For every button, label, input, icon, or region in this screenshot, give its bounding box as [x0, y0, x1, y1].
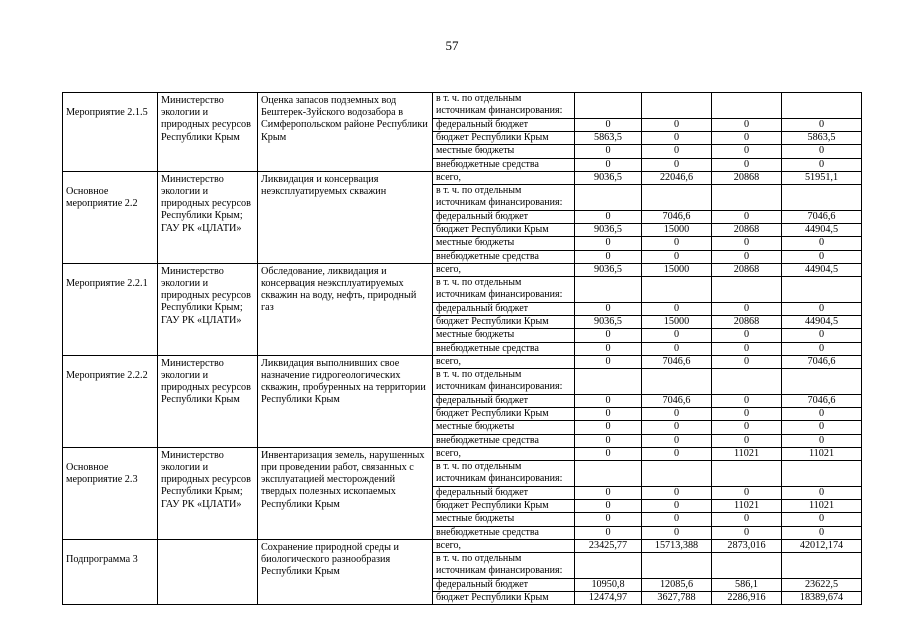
- funding-source-cell: в т. ч. по отдельным источникам финансирования:: [433, 553, 575, 579]
- value-total-cell: [782, 553, 862, 579]
- value-2017-cell: 0: [712, 395, 782, 408]
- value-total-cell: 0: [782, 342, 862, 355]
- value-2015-cell: [575, 93, 642, 119]
- item-cell: Мероприятие 2.2.2: [63, 355, 158, 447]
- table-row: [63, 263, 862, 276]
- funding-source-cell: внебюджетные средства: [433, 158, 575, 171]
- value-total-cell: 7046,6: [782, 355, 862, 368]
- value-2015-cell: [575, 461, 642, 487]
- value-2016-cell: 0: [642, 434, 712, 447]
- value-total-cell: 44904,5: [782, 316, 862, 329]
- funding-source-cell: в т. ч. по отдельным источникам финансирования:: [433, 185, 575, 211]
- value-2017-cell: 0: [712, 329, 782, 342]
- value-2017-cell: 586,1: [712, 579, 782, 592]
- value-total-cell: 5863,5: [782, 132, 862, 145]
- value-2016-cell: 7046,6: [642, 355, 712, 368]
- executor-cell: Министерство экологии и природных ресурсов Республики Крым: [158, 93, 258, 172]
- value-2016-cell: 0: [642, 513, 712, 526]
- funding-source-cell: всего,: [433, 263, 575, 276]
- value-2016-cell: [642, 277, 712, 303]
- value-2017-cell: 0: [712, 145, 782, 158]
- value-total-cell: 0: [782, 237, 862, 250]
- value-2017-cell: 20868: [712, 316, 782, 329]
- funding-source-cell: всего,: [433, 355, 575, 368]
- value-2015-cell: 0: [575, 513, 642, 526]
- value-2016-cell: 12085,6: [642, 579, 712, 592]
- funding-source-cell: бюджет Республики Крым: [433, 316, 575, 329]
- value-2015-cell: 0: [575, 355, 642, 368]
- value-2017-cell: 11021: [712, 500, 782, 513]
- value-total-cell: 0: [782, 487, 862, 500]
- value-2017-cell: 20868: [712, 224, 782, 237]
- value-2015-cell: 5863,5: [575, 132, 642, 145]
- table-row: [63, 93, 862, 119]
- funding-source-cell: бюджет Республики Крым: [433, 224, 575, 237]
- value-2015-cell: 0: [575, 211, 642, 224]
- value-2016-cell: 0: [642, 408, 712, 421]
- value-2015-cell: 0: [575, 342, 642, 355]
- value-2017-cell: 2873,016: [712, 539, 782, 552]
- value-2016-cell: 0: [642, 329, 712, 342]
- value-2015-cell: 9036,5: [575, 171, 642, 184]
- value-2015-cell: 0: [575, 329, 642, 342]
- value-2017-cell: 0: [712, 158, 782, 171]
- value-2017-cell: 0: [712, 119, 782, 132]
- value-2016-cell: 0: [642, 132, 712, 145]
- funding-source-cell: всего,: [433, 539, 575, 552]
- value-2015-cell: 0: [575, 303, 642, 316]
- executor-cell: Министерство экологии и природных ресурсов Республики Крым; ГАУ РК «ЦЛАТИ»: [158, 447, 258, 539]
- item-cell: Мероприятие 2.1.5: [63, 93, 158, 172]
- funding-source-cell: в т. ч. по отдельным источникам финансирования:: [433, 93, 575, 119]
- funding-source-cell: всего,: [433, 447, 575, 460]
- executor-cell: Министерство экологии и природных ресурсов Республики Крым; ГАУ РК «ЦЛАТИ»: [158, 171, 258, 263]
- value-2015-cell: 0: [575, 237, 642, 250]
- value-2015-cell: 0: [575, 487, 642, 500]
- funding-source-cell: федеральный бюджет: [433, 303, 575, 316]
- value-total-cell: 51951,1: [782, 171, 862, 184]
- value-2015-cell: 23425,77: [575, 539, 642, 552]
- value-2016-cell: 15000: [642, 224, 712, 237]
- value-2015-cell: [575, 369, 642, 395]
- value-2016-cell: 3627,788: [642, 592, 712, 605]
- budget-table: [62, 92, 862, 605]
- value-2015-cell: 9036,5: [575, 263, 642, 276]
- value-total-cell: 0: [782, 408, 862, 421]
- value-2017-cell: 0: [712, 487, 782, 500]
- value-2015-cell: 0: [575, 434, 642, 447]
- executor-cell: Министерство экологии и природных ресурсов Республики Крым: [158, 355, 258, 447]
- value-total-cell: 0: [782, 119, 862, 132]
- value-total-cell: 44904,5: [782, 224, 862, 237]
- value-2015-cell: 0: [575, 526, 642, 539]
- value-2015-cell: 0: [575, 500, 642, 513]
- activity-name-cell: Инвентаризация земель, нарушенных при проведении работ, связанных с эксплуатацией месторождений твердых полезных ископаемых Республики Крым: [258, 447, 433, 539]
- value-2016-cell: [642, 461, 712, 487]
- funding-source-cell: местные бюджеты: [433, 237, 575, 250]
- value-2016-cell: 22046,6: [642, 171, 712, 184]
- value-total-cell: 42012,174: [782, 539, 862, 552]
- value-total-cell: 0: [782, 145, 862, 158]
- value-total-cell: 0: [782, 303, 862, 316]
- value-total-cell: [782, 185, 862, 211]
- value-2015-cell: 0: [575, 250, 642, 263]
- value-2016-cell: 0: [642, 421, 712, 434]
- value-2017-cell: [712, 461, 782, 487]
- value-2017-cell: [712, 93, 782, 119]
- funding-source-cell: федеральный бюджет: [433, 395, 575, 408]
- executor-cell: Министерство экологии и природных ресурсов Республики Крым; ГАУ РК «ЦЛАТИ»: [158, 263, 258, 355]
- funding-source-cell: местные бюджеты: [433, 421, 575, 434]
- value-2017-cell: 20868: [712, 263, 782, 276]
- value-2017-cell: 0: [712, 434, 782, 447]
- table-row: [63, 355, 862, 368]
- value-2016-cell: 15000: [642, 316, 712, 329]
- value-total-cell: 0: [782, 250, 862, 263]
- value-2016-cell: 0: [642, 447, 712, 460]
- funding-source-cell: бюджет Республики Крым: [433, 132, 575, 145]
- value-2017-cell: 0: [712, 513, 782, 526]
- table-row: [63, 171, 862, 184]
- funding-source-cell: в т. ч. по отдельным источникам финансирования:: [433, 277, 575, 303]
- value-2017-cell: 0: [712, 526, 782, 539]
- value-2015-cell: 9036,5: [575, 224, 642, 237]
- value-2017-cell: 20868: [712, 171, 782, 184]
- value-total-cell: 0: [782, 526, 862, 539]
- value-2016-cell: 0: [642, 158, 712, 171]
- value-2015-cell: 0: [575, 408, 642, 421]
- value-2015-cell: 12474,97: [575, 592, 642, 605]
- value-2017-cell: 0: [712, 237, 782, 250]
- activity-name-cell: Оценка запасов подземных вод Бештерек-Зуйского водозабора в Симферопольском районе Республики Крым: [258, 93, 433, 172]
- activity-name-cell: Ликвидация и консервация неэксплуатируемых скважин: [258, 171, 433, 263]
- funding-source-cell: внебюджетные средства: [433, 250, 575, 263]
- value-total-cell: 0: [782, 329, 862, 342]
- value-2016-cell: 0: [642, 145, 712, 158]
- value-2015-cell: 0: [575, 145, 642, 158]
- funding-source-cell: местные бюджеты: [433, 513, 575, 526]
- value-2017-cell: 0: [712, 421, 782, 434]
- value-total-cell: 7046,6: [782, 211, 862, 224]
- value-2017-cell: 0: [712, 132, 782, 145]
- value-2016-cell: [642, 553, 712, 579]
- funding-source-cell: федеральный бюджет: [433, 487, 575, 500]
- value-2017-cell: [712, 369, 782, 395]
- value-2017-cell: 0: [712, 250, 782, 263]
- funding-source-cell: в т. ч. по отдельным источникам финансирования:: [433, 461, 575, 487]
- funding-source-cell: всего,: [433, 171, 575, 184]
- value-total-cell: [782, 93, 862, 119]
- value-total-cell: 18389,674: [782, 592, 862, 605]
- value-total-cell: 0: [782, 434, 862, 447]
- funding-source-cell: бюджет Республики Крым: [433, 408, 575, 421]
- value-2016-cell: 15713,388: [642, 539, 712, 552]
- value-2017-cell: 0: [712, 303, 782, 316]
- value-2016-cell: 0: [642, 526, 712, 539]
- funding-source-cell: местные бюджеты: [433, 329, 575, 342]
- value-2015-cell: 0: [575, 158, 642, 171]
- value-2017-cell: [712, 185, 782, 211]
- value-2016-cell: [642, 185, 712, 211]
- value-2016-cell: 0: [642, 250, 712, 263]
- table-row: [63, 539, 862, 552]
- value-2015-cell: 0: [575, 395, 642, 408]
- value-2017-cell: 0: [712, 355, 782, 368]
- value-2016-cell: 15000: [642, 263, 712, 276]
- funding-source-cell: федеральный бюджет: [433, 211, 575, 224]
- table-row: [63, 447, 862, 460]
- value-2017-cell: [712, 277, 782, 303]
- funding-source-cell: внебюджетные средства: [433, 434, 575, 447]
- value-2016-cell: 0: [642, 119, 712, 132]
- value-2017-cell: [712, 553, 782, 579]
- executor-cell: [158, 539, 258, 605]
- value-2016-cell: 0: [642, 487, 712, 500]
- value-total-cell: 0: [782, 158, 862, 171]
- value-2015-cell: 0: [575, 119, 642, 132]
- value-2015-cell: 9036,5: [575, 316, 642, 329]
- item-cell: Основное мероприятие 2.2: [63, 171, 158, 263]
- value-2015-cell: [575, 553, 642, 579]
- funding-source-cell: местные бюджеты: [433, 145, 575, 158]
- activity-name-cell: Ликвидация выполнивших свое назначение гидрогеологических скважин, пробуренных на территории Республики Крым: [258, 355, 433, 447]
- item-cell: Подпрограмма 3: [63, 539, 158, 605]
- value-2016-cell: [642, 369, 712, 395]
- value-2016-cell: 7046,6: [642, 211, 712, 224]
- funding-source-cell: бюджет Республики Крым: [433, 500, 575, 513]
- value-2015-cell: 10950,8: [575, 579, 642, 592]
- item-cell: Мероприятие 2.2.1: [63, 263, 158, 355]
- value-2017-cell: 2286,916: [712, 592, 782, 605]
- value-total-cell: 11021: [782, 447, 862, 460]
- activity-name-cell: Обследование, ликвидация и консервация неэксплуатируемых скважин на воду, нефть, природный газ: [258, 263, 433, 355]
- funding-source-cell: внебюджетные средства: [433, 342, 575, 355]
- funding-source-cell: бюджет Республики Крым: [433, 592, 575, 605]
- value-2016-cell: 7046,6: [642, 395, 712, 408]
- value-total-cell: 7046,6: [782, 395, 862, 408]
- value-total-cell: [782, 461, 862, 487]
- funding-source-cell: внебюджетные средства: [433, 526, 575, 539]
- funding-source-cell: федеральный бюджет: [433, 119, 575, 132]
- value-total-cell: [782, 369, 862, 395]
- value-2015-cell: [575, 185, 642, 211]
- value-2016-cell: 0: [642, 342, 712, 355]
- value-total-cell: 44904,5: [782, 263, 862, 276]
- value-2017-cell: 0: [712, 342, 782, 355]
- value-total-cell: 11021: [782, 500, 862, 513]
- value-2016-cell: 0: [642, 500, 712, 513]
- activity-name-cell: Сохранение природной среды и биологического разнообразия Республики Крым: [258, 539, 433, 605]
- funding-source-cell: федеральный бюджет: [433, 579, 575, 592]
- value-2016-cell: 0: [642, 237, 712, 250]
- value-2016-cell: [642, 93, 712, 119]
- page-number: 57: [445, 38, 459, 53]
- value-total-cell: 0: [782, 513, 862, 526]
- value-2017-cell: 0: [712, 211, 782, 224]
- value-2015-cell: 0: [575, 421, 642, 434]
- funding-source-cell: в т. ч. по отдельным источникам финансирования:: [433, 369, 575, 395]
- value-2017-cell: 11021: [712, 447, 782, 460]
- item-cell: Основное мероприятие 2.3: [63, 447, 158, 539]
- value-total-cell: 0: [782, 421, 862, 434]
- value-2017-cell: 0: [712, 408, 782, 421]
- value-2015-cell: [575, 277, 642, 303]
- value-total-cell: 23622,5: [782, 579, 862, 592]
- value-2016-cell: 0: [642, 303, 712, 316]
- value-2015-cell: 0: [575, 447, 642, 460]
- value-total-cell: [782, 277, 862, 303]
